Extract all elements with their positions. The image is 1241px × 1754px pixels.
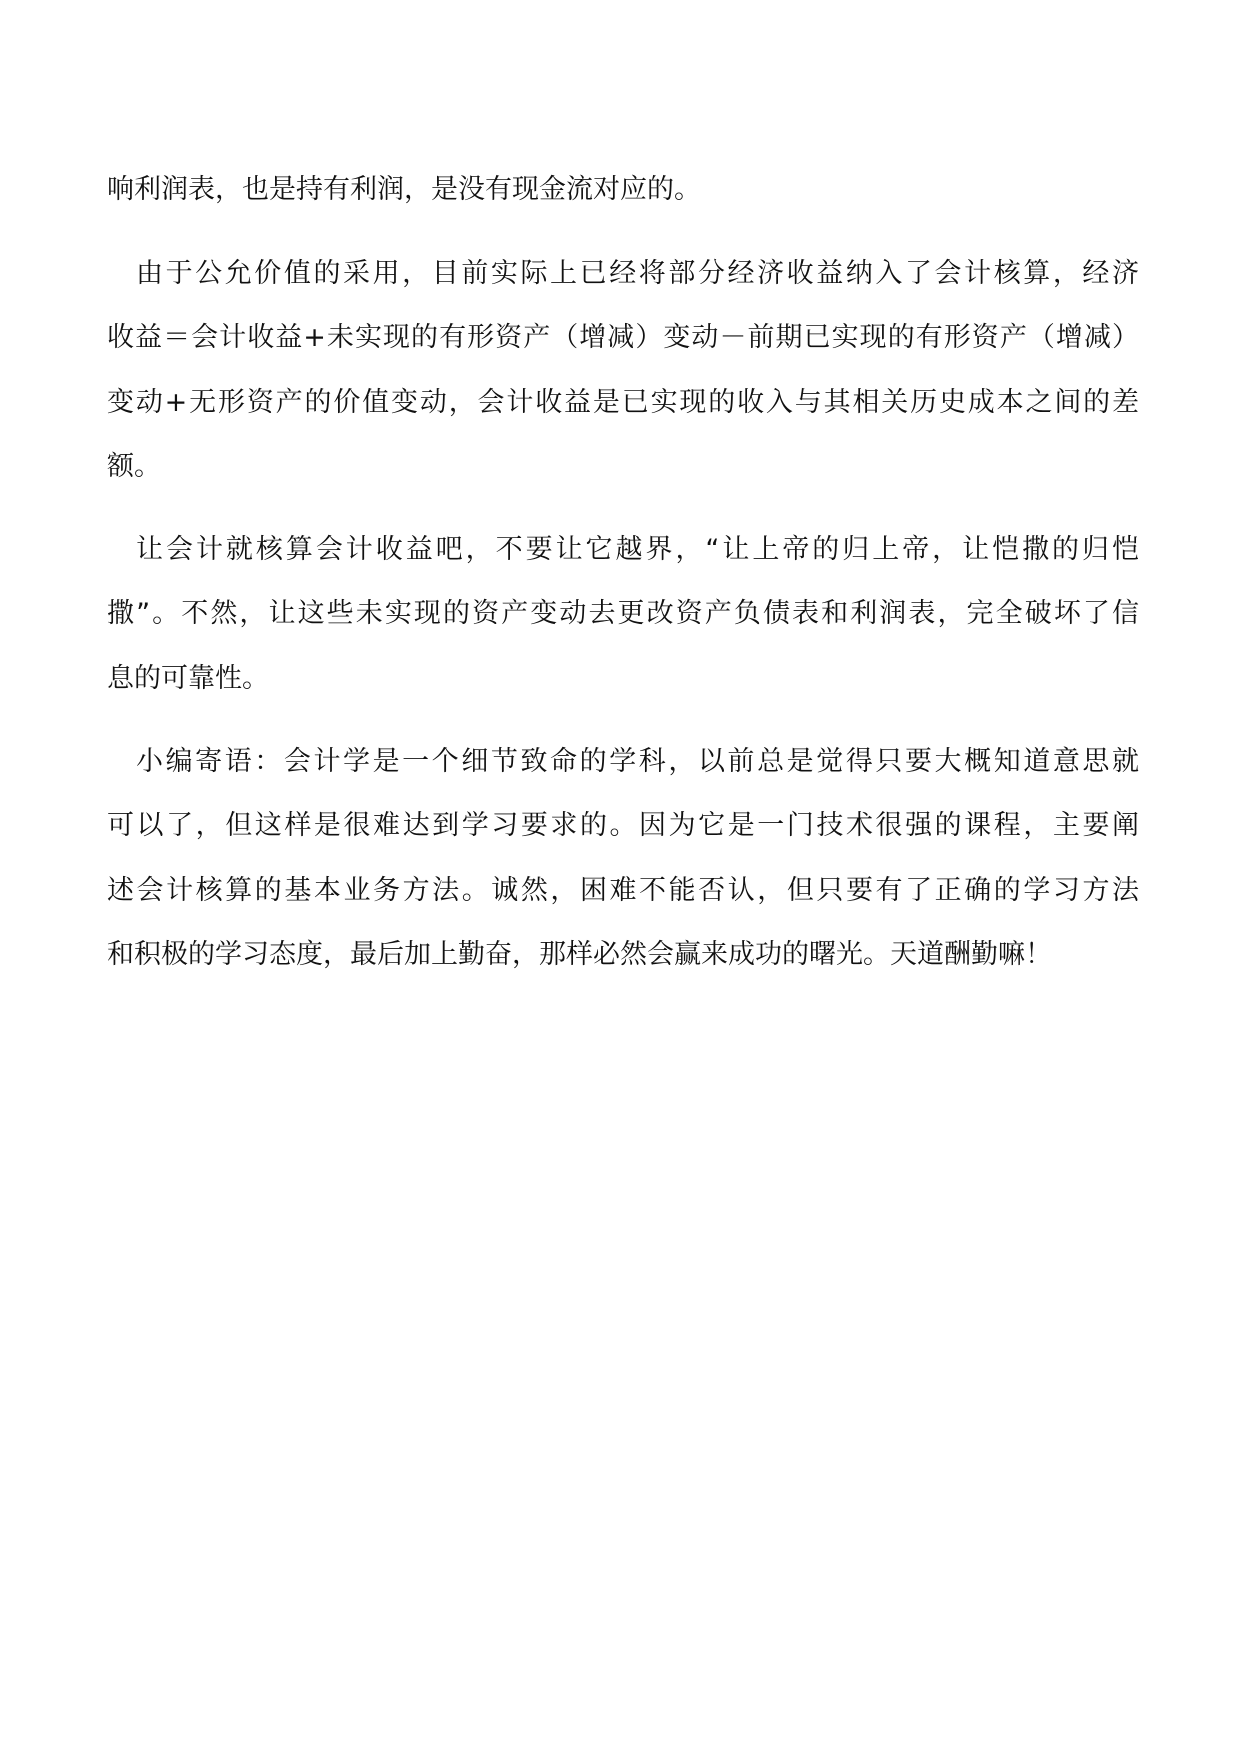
text-line: 响利润表，也是持有利润，是没有现金流对应的。 bbox=[107, 174, 701, 205]
text-line: 撒”。不然，让这些未实现的资产变动去更改资产负债表和利润表，完全破坏了信 bbox=[107, 598, 1139, 629]
text-line: 述会计核算的基本业务方法。诚然，困难不能否认，但只要有了正确的学习方法 bbox=[107, 875, 1139, 906]
text-line: 和积极的学习态度，最后加上勤奋，那样必然会赢来成功的曙光。天道酬勤嘛！ bbox=[107, 939, 1052, 970]
paragraph-first-line: 小编寄语：会计学是一个细节致命的学科，以前总是觉得只要大概知道意思就 bbox=[136, 746, 1139, 777]
text-line: 变动+无形资产的价值变动，会计收益是已实现的收入与其相关历史成本之间的差 bbox=[107, 387, 1139, 418]
text-line: 额。 bbox=[107, 451, 161, 482]
text-line: 息的可靠性。 bbox=[107, 663, 269, 694]
paragraph-first-line: 让会计就核算会计收益吧，不要让它越界，“让上帝的归上帝，让恺撒的归恺 bbox=[136, 534, 1139, 565]
text-line: 收益＝会计收益+未实现的有形资产（增减）变动－前期已实现的有形资产（增减） bbox=[107, 322, 1139, 353]
text-line: 可以了，但这样是很难达到学习要求的。因为它是一门技术很强的课程，主要阐 bbox=[107, 810, 1139, 841]
paragraph-first-line: 由于公允价值的采用，目前实际上已经将部分经济收益纳入了会计核算，经济 bbox=[136, 258, 1139, 289]
